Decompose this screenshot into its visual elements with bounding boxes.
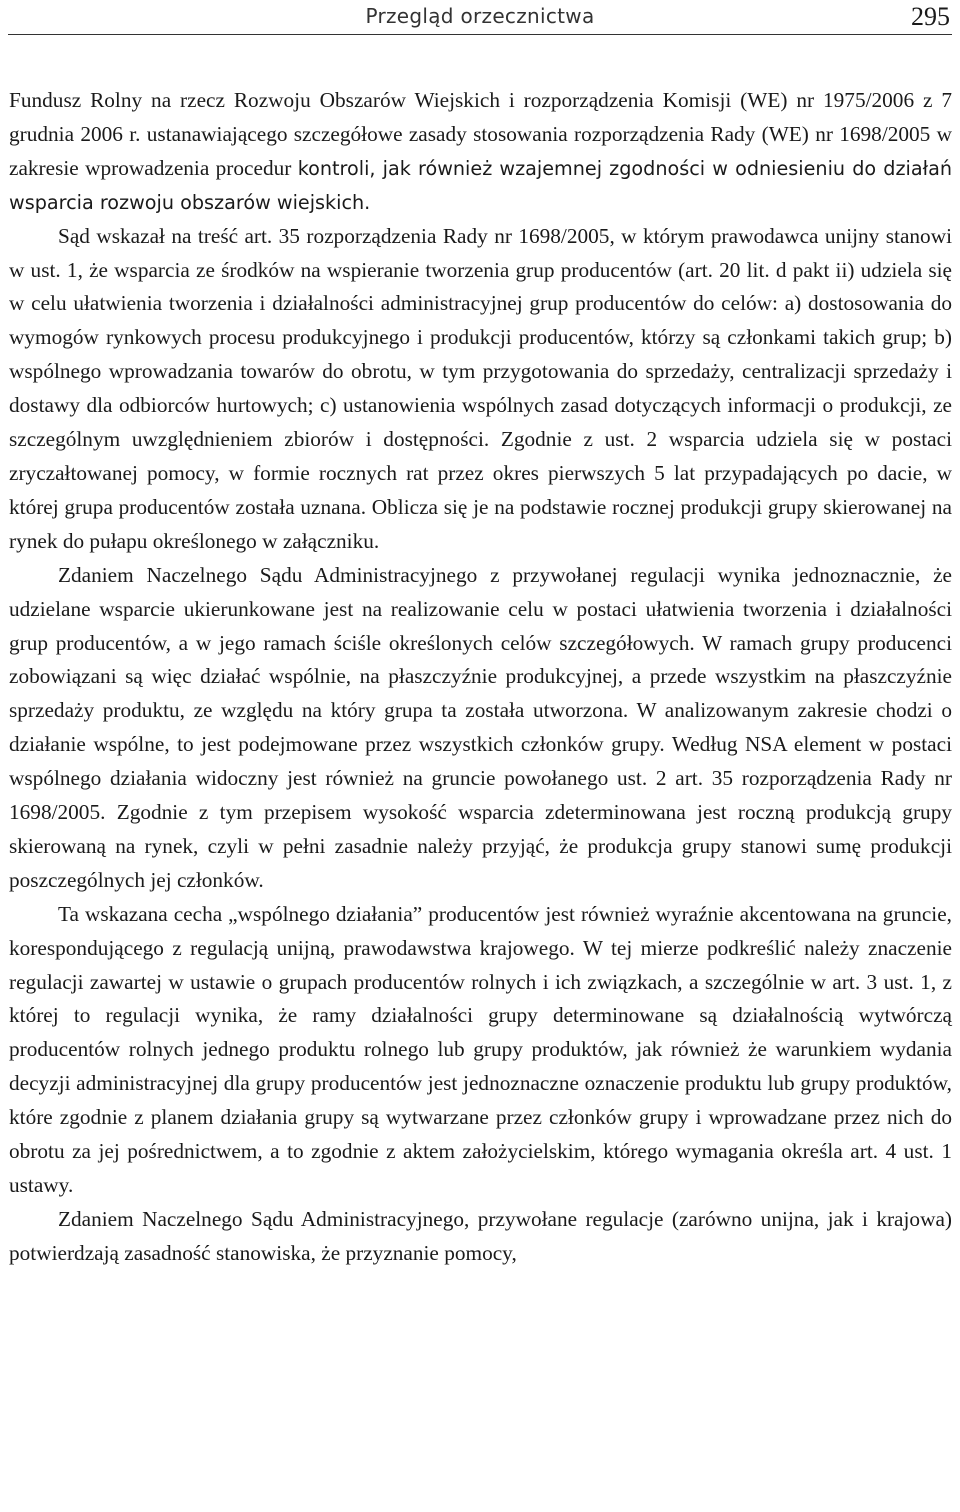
header-rule bbox=[8, 34, 952, 35]
paragraph-5 bbox=[9, 1203, 952, 1271]
paragraph-2 bbox=[9, 220, 952, 559]
paragraph-4 bbox=[9, 898, 952, 1203]
paragraph-text-sans: kontroli, jak również wzajemnej zgodności w odniesieniu do działań wsparcia rozwoju obszarów wiejskich. bbox=[9, 156, 952, 214]
paragraph-3 bbox=[9, 559, 952, 898]
paragraph-text: Ta wskazana cecha „wspólnego działania” producentów jest również wyraźnie akcentowana na gruncie, korespondującego z regulacją unijną, prawodawstwa krajowego. W tej mierze podkreślić należy znaczenie regulacji zawartej w ustawie o grupach producentów rolnych i ich związkach, a szczególnie w art. 3 ust. 1, z której to regulacji wynika, że ramy działalności grupy determinowane są działalnością wytwórczą producentów rolnych jednego produktu rolnego lub grupy produktów, jak również że warunkiem wydania decyzji administracyjnej dla grupy producentów jest jednoznaczne oznaczenie produktu lub grupy produktów, które zgodnie z planem działania grupy są wytwarzane przez członków grupy i wprowadzane przez nich do obrotu za jej pośrednictwem, a to zgodnie z aktem założycielskim, którego wymagania określa art. 4 ust. 1 ustawy. bbox=[9, 901, 952, 1197]
paragraph-text: Zdaniem Naczelnego Sądu Administracyjnego z przywołanej regulacji wynika jednoznacznie, że udzielane wsparcie ukierunkowane jest na realizowanie celu w postaci ułatwienia tworzenia i działalności grup producentów, a w jego ramach ściśle określonych celów szczegółowych. W ramach grupy producenci zobowiązani są więc działać wspólnie, na płaszczyźnie produkcyjnej, a przede wszystkim na płaszczyźnie sprzedaży produktu, ze względu na który grupa ta została utworzona. W analizowanym zakresie chodzi o działanie wspólne, to jest podejmowane przez wszystkich członków grupy. Według NSA element w postaci wspólnego działania widoczny jest również na gruncie powołanego ust. 2 art. 35 rozporządzenia Rady nr 1698/2005. Zgodnie z tym przepisem wysokość wsparcia zdeterminowana jest roczną produkcją grupy skierowaną na rynek, czyli w pełni zasadnie należy przyjąć, że produkcja grupy stanowi sumę produkcji poszczególnych jej członków. bbox=[9, 562, 952, 892]
page-number: 295 bbox=[911, 2, 950, 31]
paragraph-text: Zdaniem Naczelnego Sądu Administracyjnego, przywołane regulacje (zarówno unijna, jak i krajowa) potwierdzają zasadność stanowiska, że przyznanie pomocy, bbox=[9, 1206, 952, 1265]
body-text bbox=[9, 84, 952, 1271]
running-title: Przegląd orzecznictwa bbox=[365, 4, 595, 28]
paragraph-1 bbox=[9, 84, 952, 220]
paragraph-text: Sąd wskazał na treść art. 35 rozporządzenia Rady nr 1698/2005, w którym prawodawca unijny stanowi w ust. 1, że wsparcia ze środków na wspieranie tworzenia grup producentów (art. 20 lit. d pakt ii) udziela się w celu ułatwienia tworzenia i działalności administracyjnej grup producentów do celów: a) dostosowania do wymogów rynkowych procesu produkcyjnego i produkcji producentów, którzy są członkami takich grup; b) wspólnego wprowadzania towarów do obrotu, w tym przygotowania do sprzedaży, centralizacji sprzedaży i dostawy dla odbiorców hurtowych; c) ustanowienia wspólnych zasad dotyczących informacji o produkcji, ze szczególnym uwzględnieniem zbiorów i dostępności. Zgodnie z ust. 2 wsparcia udziela się w postaci zryczałtowanej pomocy, w formie rocznych rat przez okres pierwszych 5 lat przypadających po dacie, w której grupa producentów została uznana. Oblicza się je na podstawie rocznej produkcji grupy skierowanej na rynek do pułapu określonego w załączniku. bbox=[9, 223, 952, 553]
paragraph-text: Fundusz Rolny na rzecz Rozwoju Obszarów Wiejskich i rozporządzenia Komisji (WE) nr 1975/2006 z 7 grudnia 2006 r. ustanawiającego szczegółowe zasady stosowania rozporządzenia Rady (WE) nr 1698/2005 w zakresie wprowadzenia procedur bbox=[9, 88, 952, 180]
running-header bbox=[0, 0, 960, 36]
